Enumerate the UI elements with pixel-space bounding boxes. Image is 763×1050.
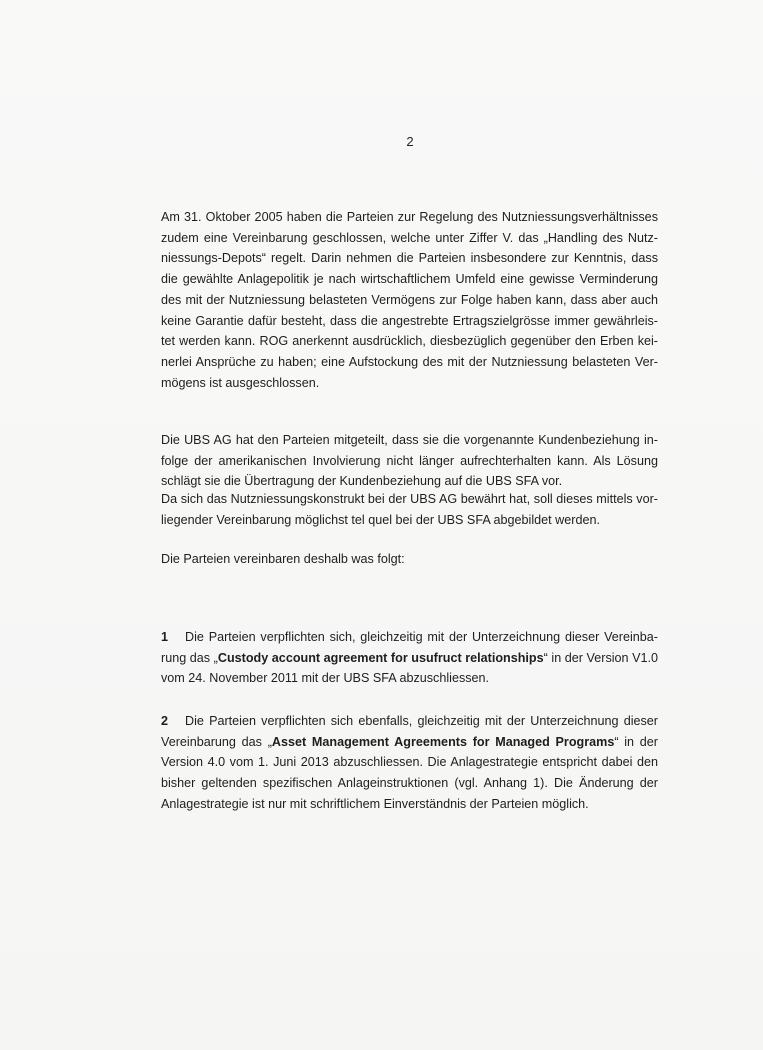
section-number: 2 bbox=[161, 714, 169, 728]
paragraph-agreement-intro: Die Parteien vereinbaren deshalb was folgt: bbox=[161, 552, 405, 566]
paragraph-agreement-2005: Am 31. Oktober 2005 haben die Parteien zur Regelung des Nutzniessungsverhältnisses zudem eine Vereinbarung geschlossen, welche unter Ziffer V. das „Handling des Nutzniessungs-Depots“ regelt. Darin nehmen die Parteien insbesondere zur Kenntnis, dass die gewählte Anlagepolitik je nach wirtschaftlichem Umfeld eine gewisse Verminderung des mit der Nutzniessung belasteten Vermögens zur Folge haben kann, dass aber auch keine Garantie dafür besteht, dass die angestrebte Ertragszielgrösse immer gewährleistet werden kann. ROG anerkennt ausdrücklich, diesbezüglich gegenüber den Erben keinerlei Ansprüche zu haben; eine Aufstockung des mit der Nutzniessung belasteten Vermögens ist ausgeschlossen. bbox=[161, 210, 658, 390]
section-text-after: “ in der Version V1.0 vom 24. November 2011 mit der UBS SFA abzuschliessen. bbox=[161, 650, 659, 686]
section-text-after: “ in der Version 4.0 vom 1. Juni 2013 abzuschliessen. Die Anlagestrategie entspricht dabei den bisher geltenden spezifischen Anlageinstruktionen (vgl. Anhang 1). Die Änderung der Anlagestrategie ist nur mit schriftlichem Einverständnis der Parteien möglich. bbox=[161, 734, 658, 811]
section-1 bbox=[161, 627, 658, 689]
section-2 bbox=[161, 711, 658, 815]
section-text-before: Die Parteien verpflichten sich, gleichzeitig mit der Unterzeichnung dieser Vereinbarung das „ bbox=[161, 630, 658, 665]
paragraph-ubs-notice: Die UBS AG hat den Parteien mitgeteilt, dass sie die vorgenannte Kundenbeziehung infolge der amerikanischen Involvierung nicht länger aufrechterhalten kann. Als Lösung schlägt sie die Übertragung der Kundenbeziehung auf die UBS SFA vor. bbox=[161, 433, 658, 489]
paragraph-usufruct-construct: Da sich das Nutzniessungskonstrukt bei der UBS AG bewährt hat, soll dieses mittels vorliegender Vereinbarung möglichst tel quel bei der UBS SFA abgebildet werden. bbox=[161, 492, 658, 527]
section-text-before: Die Parteien verpflichten sich ebenfalls, gleichzeitig mit der Unterzeichnung dieser Vereinbarung das „ bbox=[161, 714, 658, 749]
page-number: 2 bbox=[406, 134, 414, 149]
section-number: 1 bbox=[161, 630, 169, 644]
section-agreement-title: Asset Management Agreements for Managed Programs bbox=[271, 734, 615, 749]
section-agreement-title: Custody account agreement for usufruct relationships bbox=[217, 650, 544, 665]
